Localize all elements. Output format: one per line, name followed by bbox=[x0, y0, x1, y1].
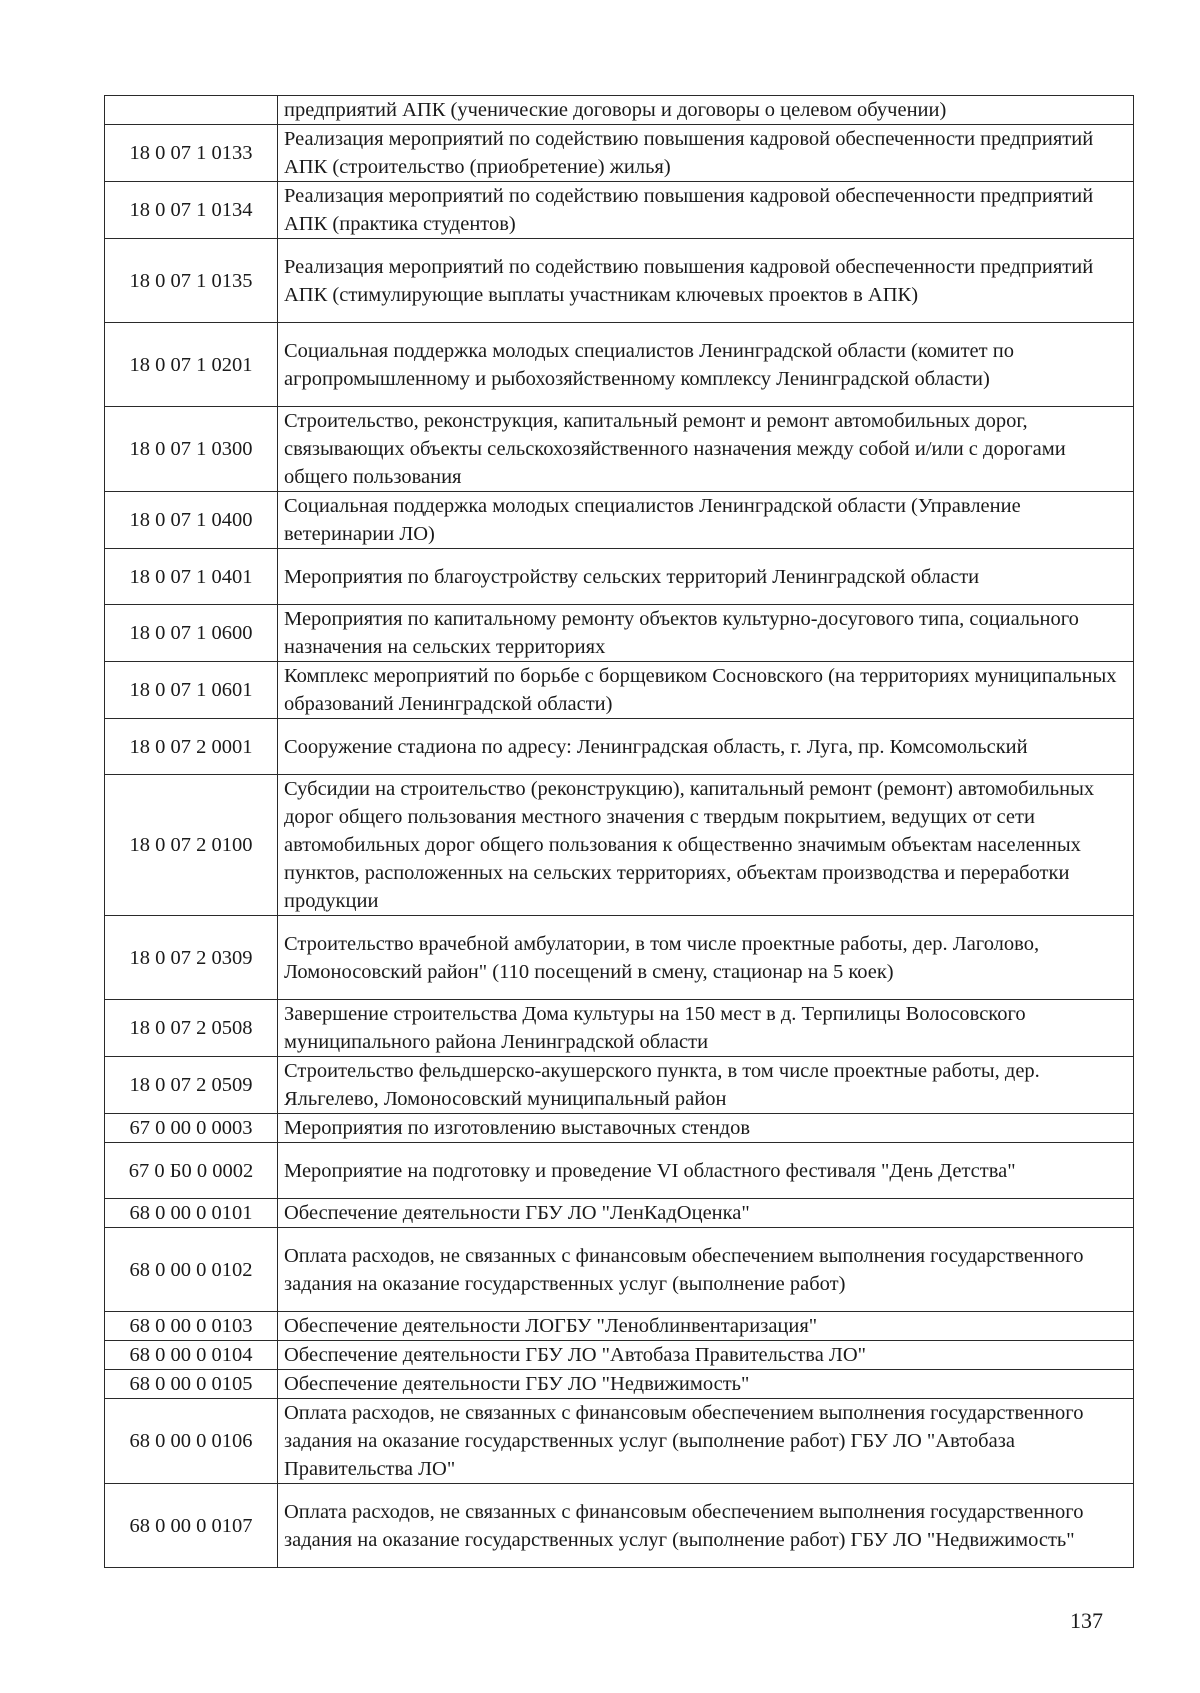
budget-code-cell: 18 0 07 2 0001 bbox=[105, 719, 278, 775]
table-row bbox=[105, 1143, 1134, 1199]
description-cell: Социальная поддержка молодых специалистов Ленинградской области (комитет по агропромышленному и рыбохозяйственному комплексу Ленинградской области) bbox=[278, 323, 1134, 407]
table-row bbox=[105, 1114, 1134, 1143]
description-cell: Мероприятия по капитальному ремонту объектов культурно-досугового типа, социального назначения на сельских территориях bbox=[278, 605, 1134, 662]
budget-code-cell: 68 0 00 0 0103 bbox=[105, 1312, 278, 1341]
budget-code-cell: 68 0 00 0 0102 bbox=[105, 1228, 278, 1312]
budget-code-cell bbox=[105, 96, 278, 125]
budget-code-cell: 67 0 Б0 0 0002 bbox=[105, 1143, 278, 1199]
budget-code-cell: 18 0 07 1 0300 bbox=[105, 407, 278, 492]
table-row bbox=[105, 323, 1134, 407]
description-cell: Оплата расходов, не связанных с финансовым обеспечением выполнения государственного задания на оказание государственных услуг (выполнение работ) ГБУ ЛО "Автобаза Правительства ЛО" bbox=[278, 1399, 1134, 1484]
description-cell: Комплекс мероприятий по борьбе с борщевиком Сосновского (на территориях муниципальных образований Ленинградской области) bbox=[278, 662, 1134, 719]
description-cell: Строительство, реконструкция, капитальный ремонт и ремонт автомобильных дорог, связывающих объекты сельскохозяйственного назначения между собой и/или с дорогами общего пользования bbox=[278, 407, 1134, 492]
budget-code-cell: 18 0 07 2 0508 bbox=[105, 1000, 278, 1057]
description-cell: Обеспечение деятельности ГБУ ЛО "Автобаза Правительства ЛО" bbox=[278, 1341, 1134, 1370]
budget-code-cell: 68 0 00 0 0104 bbox=[105, 1341, 278, 1370]
description-cell: Строительство врачебной амбулатории, в том числе проектные работы, дер. Лаголово, Ломоносовский район" (110 посещений в смену, стационар на 5 коек) bbox=[278, 916, 1134, 1000]
budget-code-cell: 18 0 07 1 0135 bbox=[105, 239, 278, 323]
budget-code-cell: 18 0 07 2 0509 bbox=[105, 1057, 278, 1114]
description-cell: Мероприятия по изготовлению выставочных стендов bbox=[278, 1114, 1134, 1143]
description-cell: Обеспечение деятельности ЛОГБУ "Леноблинвентаризация" bbox=[278, 1312, 1134, 1341]
budget-code-cell: 68 0 00 0 0106 bbox=[105, 1399, 278, 1484]
table-row bbox=[105, 1228, 1134, 1312]
table-row bbox=[105, 916, 1134, 1000]
budget-code-cell: 18 0 07 1 0401 bbox=[105, 549, 278, 605]
budget-code-cell: 18 0 07 1 0134 bbox=[105, 182, 278, 239]
table-row bbox=[105, 1399, 1134, 1484]
budget-code-cell: 18 0 07 2 0309 bbox=[105, 916, 278, 1000]
description-cell: Оплата расходов, не связанных с финансовым обеспечением выполнения государственного задания на оказание государственных услуг (выполнение работ) ГБУ ЛО "Недвижимость" bbox=[278, 1484, 1134, 1568]
table-row bbox=[105, 775, 1134, 916]
description-cell: Субсидии на строительство (реконструкцию), капитальный ремонт (ремонт) автомобильных дорог общего пользования местного значения с твердым покрытием, ведущих от сети автомобильных дорог общего пользования к общественно значимым объектам населенных пунктов, расположенных на сельских территориях, объектам производства и переработки продукции bbox=[278, 775, 1134, 916]
table-row bbox=[105, 605, 1134, 662]
table-row bbox=[105, 407, 1134, 492]
budget-codes-table bbox=[104, 95, 1134, 1568]
table-row bbox=[105, 1199, 1134, 1228]
description-cell: Мероприятия по благоустройству сельских территорий Ленинградской области bbox=[278, 549, 1134, 605]
table-row bbox=[105, 1057, 1134, 1114]
table-row bbox=[105, 1341, 1134, 1370]
description-cell: Сооружение стадиона по адресу: Ленинградская область, г. Луга, пр. Комсомольский bbox=[278, 719, 1134, 775]
budget-code-cell: 68 0 00 0 0101 bbox=[105, 1199, 278, 1228]
budget-code-cell: 67 0 00 0 0003 bbox=[105, 1114, 278, 1143]
budget-code-cell: 18 0 07 1 0601 bbox=[105, 662, 278, 719]
table-row bbox=[105, 1370, 1134, 1399]
description-cell: Мероприятие на подготовку и проведение VI областного фестиваля "День Детства" bbox=[278, 1143, 1134, 1199]
budget-code-cell: 68 0 00 0 0105 bbox=[105, 1370, 278, 1399]
table-row bbox=[105, 492, 1134, 549]
budget-code-cell: 18 0 07 1 0600 bbox=[105, 605, 278, 662]
table-row bbox=[105, 662, 1134, 719]
table-row bbox=[105, 125, 1134, 182]
table-row bbox=[105, 549, 1134, 605]
table-row bbox=[105, 182, 1134, 239]
description-cell: Социальная поддержка молодых специалистов Ленинградской области (Управление ветеринарии ЛО) bbox=[278, 492, 1134, 549]
table-body bbox=[105, 96, 1134, 1568]
description-cell: Строительство фельдшерско-акушерского пункта, в том числе проектные работы, дер. Яльгелево, Ломоносовский муниципальный район bbox=[278, 1057, 1134, 1114]
budget-code-cell: 18 0 07 2 0100 bbox=[105, 775, 278, 916]
table-row bbox=[105, 1312, 1134, 1341]
table-row bbox=[105, 1484, 1134, 1568]
table-row bbox=[105, 1000, 1134, 1057]
table-row bbox=[105, 96, 1134, 125]
budget-code-cell: 18 0 07 1 0201 bbox=[105, 323, 278, 407]
table-row bbox=[105, 239, 1134, 323]
budget-code-cell: 18 0 07 1 0400 bbox=[105, 492, 278, 549]
budget-code-cell: 18 0 07 1 0133 bbox=[105, 125, 278, 182]
budget-code-cell: 68 0 00 0 0107 bbox=[105, 1484, 278, 1568]
description-cell: Реализация мероприятий по содействию повышения кадровой обеспеченности предприятий АПК (строительство (приобретение) жилья) bbox=[278, 125, 1134, 182]
table-row bbox=[105, 719, 1134, 775]
description-cell: Обеспечение деятельности ГБУ ЛО "ЛенКадОценка" bbox=[278, 1199, 1134, 1228]
description-cell: предприятий АПК (ученические договоры и договоры о целевом обучении) bbox=[278, 96, 1134, 125]
description-cell: Реализация мероприятий по содействию повышения кадровой обеспеченности предприятий АПК (практика студентов) bbox=[278, 182, 1134, 239]
page-number: 137 bbox=[1070, 1608, 1103, 1633]
description-cell: Обеспечение деятельности ГБУ ЛО "Недвижимость" bbox=[278, 1370, 1134, 1399]
description-cell: Реализация мероприятий по содействию повышения кадровой обеспеченности предприятий АПК (стимулирующие выплаты участникам ключевых проектов в АПК) bbox=[278, 239, 1134, 323]
description-cell: Завершение строительства Дома культуры на 150 мест в д. Терпилицы Волосовского муниципального района Ленинградской области bbox=[278, 1000, 1134, 1057]
description-cell: Оплата расходов, не связанных с финансовым обеспечением выполнения государственного задания на оказание государственных услуг (выполнение работ) bbox=[278, 1228, 1134, 1312]
